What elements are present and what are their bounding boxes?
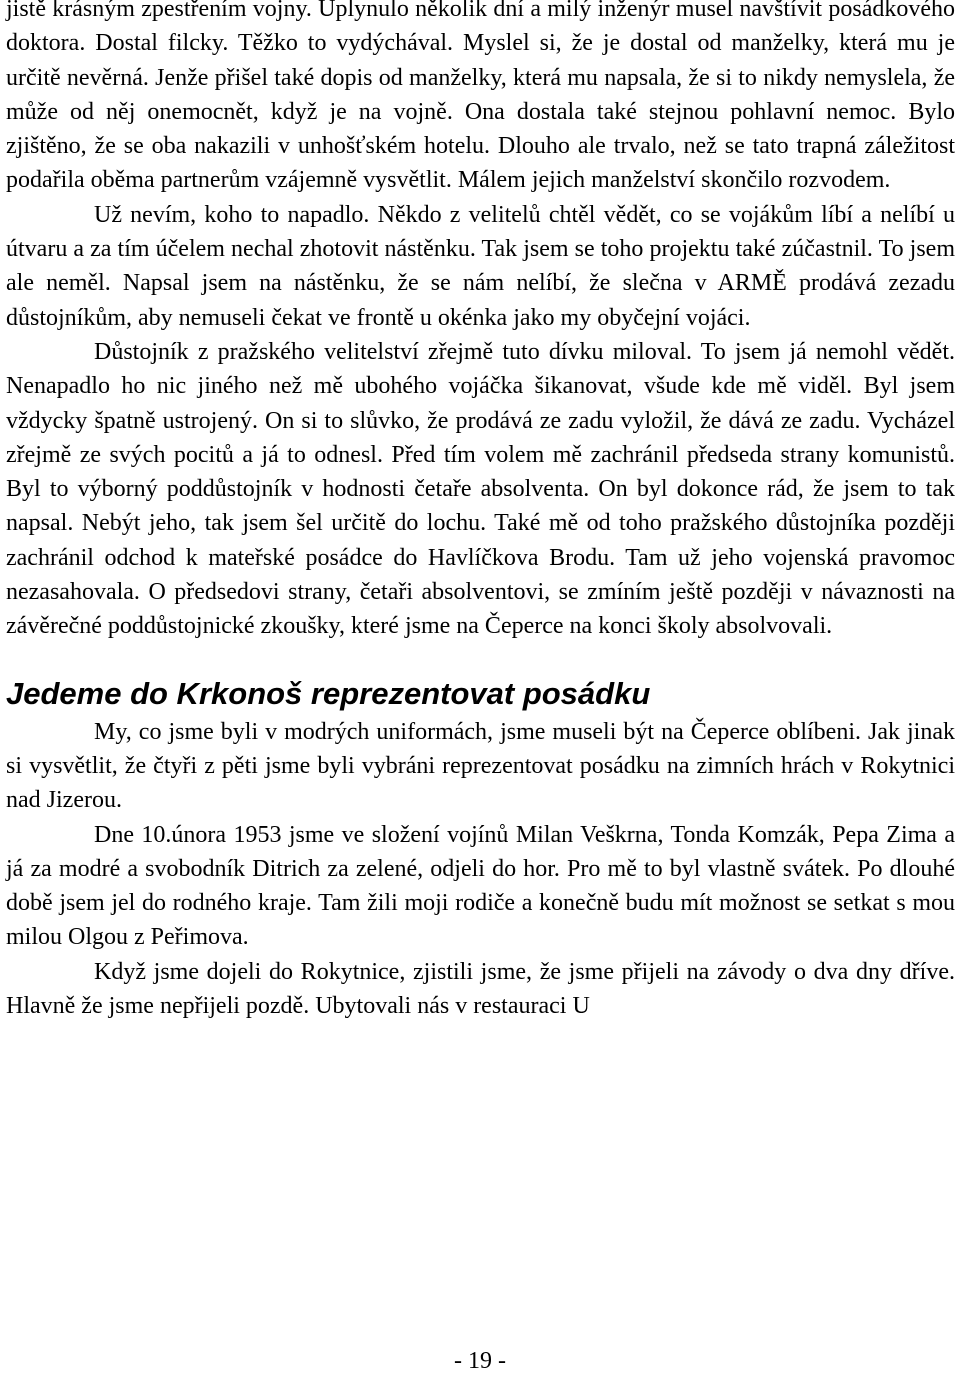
document-page: [6, 0, 955, 1023]
paragraph: My, co jsme byli v modrých uniformách, jsme museli být na Čeperce oblíbeni. Jak jinak si vysvětlit, že čtyři z pěti jsme byli vybráni reprezentovat posádku na zimních hrách v Rokytnici nad Jizerou.: [6, 718, 955, 814]
paragraph: jistě krásným zpestřením vojny. Uplynulo několik dní a milý inženýr musel navštívit posádkového doktora. Dostal filcky. Těžko to vydýchával. Myslel si, že je dostal od manželky, která mu je určitě nevěrná. Jenže přišel také dopis od manželky, která mu napsala, že si to nikdy nemyslela, že může od něj onemocnět, když je na vojně. Ona dostala také stejnou pohlavní nemoc. Bylo zjištěno, že se oba nakazili v unhošťském hotelu. Dlouho ale trvalo, než se tato trapná záležitost podařila oběma partnerům vzájemně vysvětlit. Málem jejich manželství skončilo rozvodem.: [6, 0, 955, 194]
page-number: - 19 -: [454, 1348, 506, 1374]
paragraph: Důstojník z pražského velitelství zřejmě tuto dívku miloval. To jsem já nemohl vědět. Nenapadlo ho nic jiného než mě ubohého vojáčka šikanovat, všude kde mě viděl. Byl jsem vždycky špatně ustrojený. On si to slůvko, že prodává ze zadu vyložil, že dává ze zadu. Vycházel zřejmě ze svých pocitů a já to odnesl. Před tím volem mě zachránil předseda strany komunistů. Byl to výborný poddůstojník v hodnosti četaře absolventa. On byl dokonce rád, že jsem to tak napsal. Nebýt jeho, tak jsem šel určitě do lochu. Také mě od toho pražského důstojníka později zachránil odchod k mateřské posádce do Havlíčkova Brodu. Tam už jeho vojenská pravomoc nezasahovala. O předsedovi strany, četaři absolventovi, se zmíním ještě později v návaznosti na závěrečné poddůstojnické zkoušky, které jsme na Čeperce na konci školy absolvovali.: [6, 338, 955, 640]
paragraph: Dne 10.února 1953 jsme ve složení vojínů Milan Veškrna, Tonda Komzák, Pepa Zima a já za modré a svobodník Ditrich za zelené, odjeli do hor. Pro mě to byl vlastně svátek. Po dlouhé době jsem jel do rodného kraje. Tam žili moji rodiče a konečně budu mít možnost se setkat s mou milou Olgou z Peřimova.: [6, 821, 955, 951]
section-heading: Jedeme do Krkonoš reprezentovat posádku: [6, 675, 651, 711]
paragraph: Když jsme dojeli do Rokytnice, zjistili jsme, že jsme přijeli na závody o dva dny dříve. Hlavně že jsme nepřijeli pozdě. Ubytovali nás v restauraci U: [6, 958, 955, 1020]
paragraph: Už nevím, koho to napadlo. Někdo z velitelů chtěl vědět, co se vojákům líbí a nelíbí u útvaru a za tím účelem nechal zhotovit nástěnku. Tak jsem se toho projektu také zúčastnil. To jsem ale neměl. Napsal jsem na nástěnku, že se nám nelíbí, že slečna v ARMĚ prodává zezadu důstojníkům, aby nemuseli čekat ve frontě u okénka jako my obyčejní vojáci.: [6, 201, 955, 331]
